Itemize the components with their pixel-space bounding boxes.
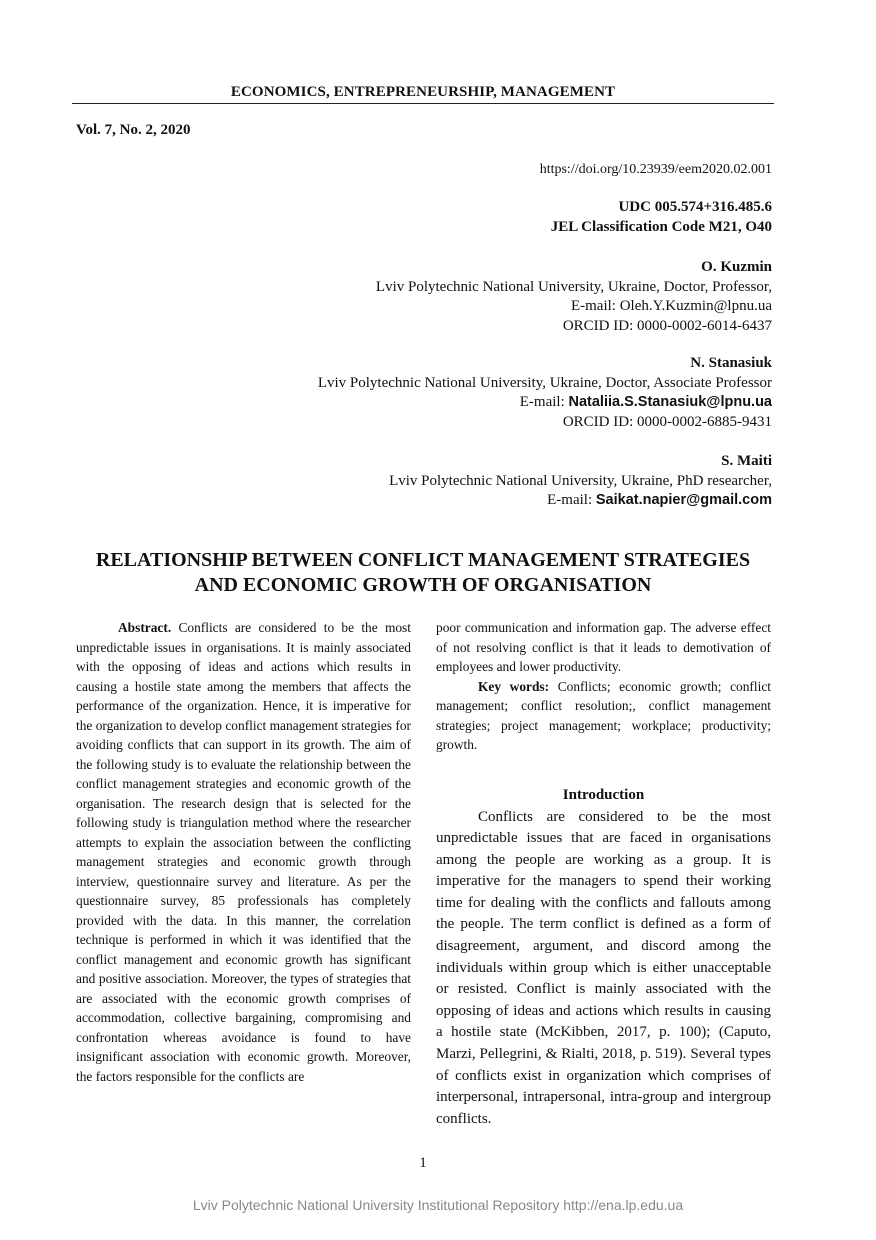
introduction-text: Conflicts are considered to be the most unpredictable issues that are faced in organisations among the people are working as a group. It is imperative for the managers to spend their working time for dealing with the conflicts and fallouts among the people. The term conflict is defined as a form of disagreement, argument, and discord among the individuals within group which is either unacceptable or resisted. Conflict is mainly associated with the opposing of ideas and actions which results in causing a hostile state (McKibben, 2017, p. 100); (Caputo, Marzi, Pellegrini, & Rialti, 2018, p. 519). Several types of conflicts exist in organization which comprises of interpersonal, intrapersonal, intra-group and intergroup conflicts. bbox=[436, 808, 771, 1127]
author-email-line bbox=[318, 393, 772, 413]
author-email-line bbox=[376, 297, 772, 317]
author-email[interactable]: Nataliia.S.Stanasiuk@lpnu.ua bbox=[568, 394, 772, 410]
title-line-1: RELATIONSHIP BETWEEN CONFLICT MANAGEMENT STRATEGIES bbox=[95, 549, 751, 571]
keywords-text: Conflicts; economic growth; conflict management; conflict resolution;, conflict management strategies; project management; workplace; productivity; growth. bbox=[436, 678, 771, 752]
journal-header: ECONOMICS, ENTREPRENEURSHIP, MANAGEMENT bbox=[230, 84, 616, 100]
author-affiliation: Lviv Polytechnic National University, Ukraine, Doctor, Professor, bbox=[375, 278, 772, 295]
title-line-2: AND ECONOMIC GROWTH OF ORGANISATION bbox=[194, 574, 652, 596]
classification-codes bbox=[551, 198, 772, 237]
author-block bbox=[376, 258, 772, 336]
author-email[interactable]: Oleh.Y.Kuzmin@lpnu.ua bbox=[619, 298, 772, 314]
author-orcid: ORCID ID: 0000-0002-6014-6437 bbox=[562, 317, 772, 334]
repository-footer: Lviv Polytechnic National University Institutional Repository http://ena.lp.edu.ua bbox=[192, 1197, 684, 1213]
email-label: E-mail: bbox=[570, 298, 620, 314]
abstract-text: Conflicts are considered to be the most unpredictable issues in organisations. It is mainly associated with the opposing of ideas and actions which results in causing a hostile state among the members that affects the performance of the organization. Hence, it is imperative for the organization to develop conflict management strategies for avoiding conflicts that can support in its growth. The aim of the following study is to evaluate the relationship between the conflict management strategies and economic growth of the organisation. The research design that is selected for the following study is triangulation method where the researcher attempts to explain the association between the conflicting management strategies and economic growth through interview, questionnaire survey and literature. As per the questionnaire survey, 85 professionals has completely provided with the data. In this manner, the correlation technique is performed in which it was identified that the conflict management and economic growth has significant and positive association. Moreover, the types of strategies that are associated with the economic growth comprises of accommodation, collective bargaining, compromising and confrontation whereas avoidance is found to have insignificant association with economic growth. Moreover, the factors responsible for the conflicts are bbox=[76, 620, 411, 1084]
right-column bbox=[436, 618, 771, 1130]
author-orcid: ORCID ID: 0000-0002-6885-9431 bbox=[562, 413, 772, 430]
introduction-heading: Introduction bbox=[562, 786, 645, 803]
author-email[interactable]: Saikat.napier@gmail.com bbox=[595, 492, 772, 508]
jel-code: JEL Classification Code M21, O40 bbox=[550, 218, 772, 235]
author-block bbox=[389, 452, 772, 511]
left-column bbox=[76, 618, 411, 1086]
author-block bbox=[318, 354, 772, 432]
author-affiliation: Lviv Polytechnic National University, Ukraine, PhD researcher, bbox=[389, 472, 772, 489]
abstract-continuation: poor communication and information gap. The adverse effect of not resolving conflict is that it leads to demotivation of employees and lower productivity. bbox=[436, 620, 771, 674]
page-number: 1 bbox=[419, 1155, 427, 1171]
author-name: S. Maiti bbox=[721, 453, 772, 469]
paper-title bbox=[72, 548, 774, 598]
author-name: O. Kuzmin bbox=[701, 259, 772, 275]
abstract-label: Abstract. bbox=[118, 620, 172, 635]
header-divider bbox=[72, 103, 774, 104]
email-label: E-mail: bbox=[519, 394, 569, 410]
abstract-paragraph bbox=[76, 618, 411, 1086]
author-name: N. Stanasiuk bbox=[690, 355, 772, 371]
keywords-paragraph bbox=[436, 677, 771, 755]
doi-link[interactable]: https://doi.org/10.23939/eem2020.02.001 bbox=[539, 162, 772, 177]
volume-info: Vol. 7, No. 2, 2020 bbox=[76, 122, 191, 138]
udc-code: UDC 005.574+316.485.6 bbox=[618, 199, 772, 215]
author-email-line bbox=[389, 491, 772, 511]
keywords-label: Key words: bbox=[478, 678, 550, 694]
author-affiliation: Lviv Polytechnic National University, Ukraine, Doctor, Associate Professor bbox=[317, 374, 772, 391]
email-label: E-mail: bbox=[547, 492, 596, 508]
